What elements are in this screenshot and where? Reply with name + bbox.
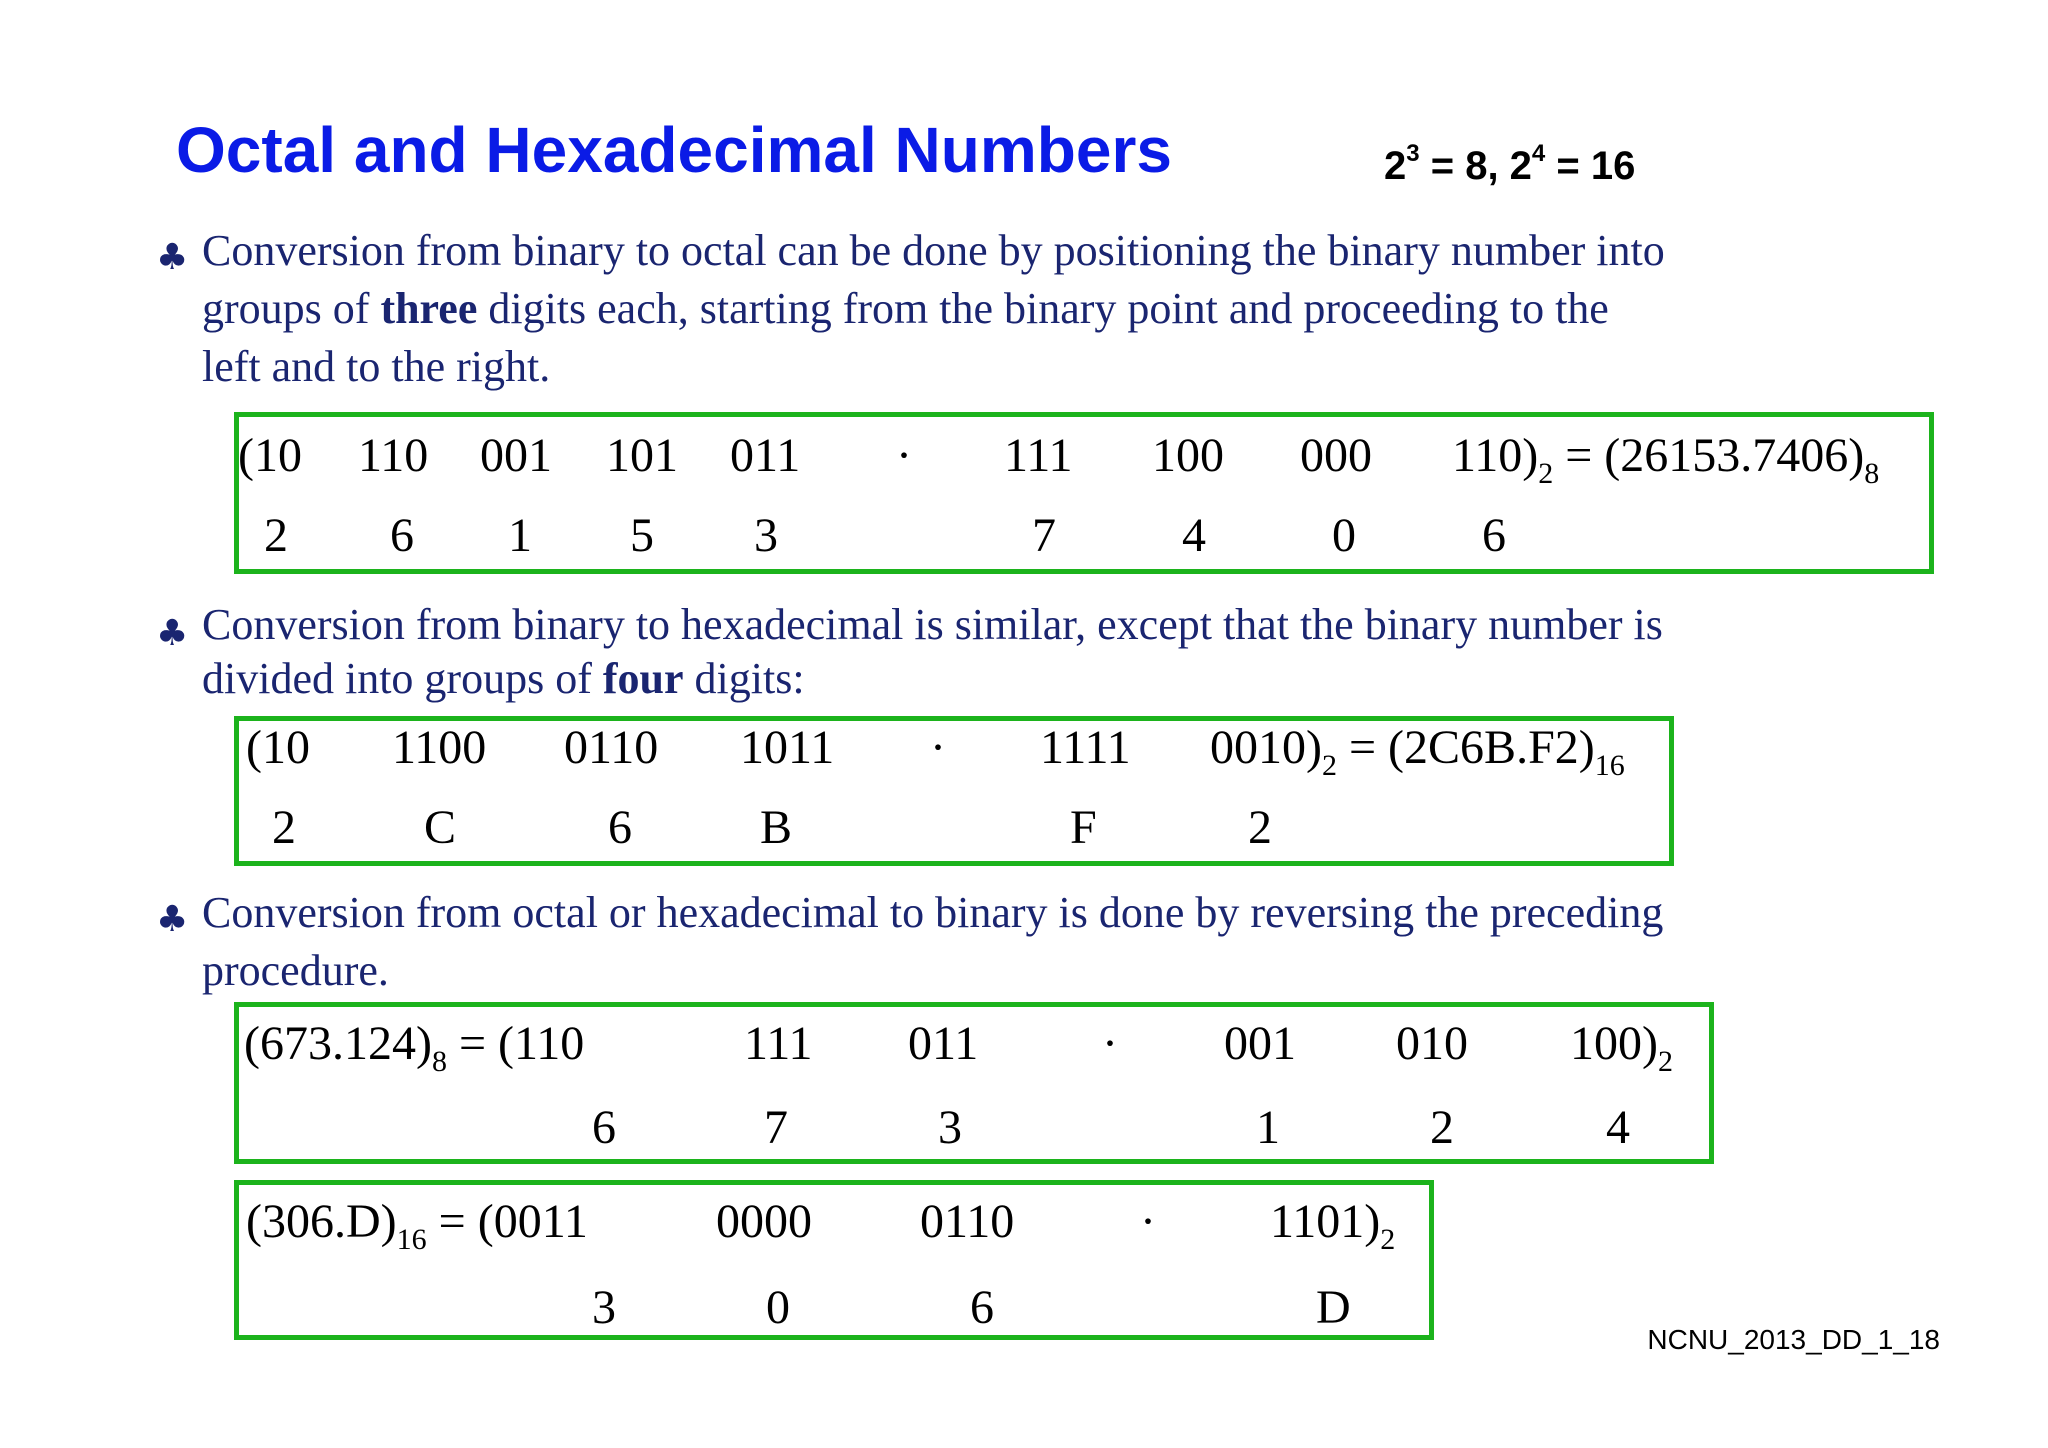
box1-result: $110)_2 = (26153.7406)_8$ — [1452, 429, 1880, 490]
bullet-2-text: Conversion from binary to hexadecimal is similar, except that the binary number is divided into groups of four digits: — [202, 600, 1663, 703]
box4-lead: $(306.D)_{16} = (0011$ — [246, 1195, 588, 1256]
box4-group: $1101)_2$ — [1270, 1195, 1396, 1256]
box2-group: 1011 — [740, 721, 835, 774]
box3-group: 010 — [1396, 1017, 1468, 1070]
box3-lead: $(673.124)_8 = (110$ — [244, 1017, 585, 1078]
box1-group: (10 — [238, 429, 302, 482]
box1-digit: 2 — [264, 509, 288, 562]
binary-point: · — [896, 429, 912, 482]
box1-group: 101 — [606, 429, 678, 482]
box4-digit: D — [1316, 1281, 1351, 1334]
box2-group: 1100 — [392, 721, 487, 774]
box4-group: 0000 — [716, 1195, 812, 1248]
box2-digit: C — [424, 801, 457, 854]
box2-digit: B — [760, 801, 793, 854]
box1-group: 110 — [358, 429, 429, 482]
box3-digit: 6 — [592, 1101, 616, 1154]
box1-digit: 5 — [630, 509, 654, 562]
club-icon: ♣ — [156, 237, 189, 278]
box2-result: $0010)_2 = (2C6B.F2)_{16}$ — [1210, 721, 1625, 782]
box1-group: 111 — [1004, 429, 1073, 482]
box2-digit: 2 — [272, 801, 296, 854]
box3-digit: 7 — [764, 1101, 788, 1154]
box1-group: 001 — [480, 429, 552, 482]
box1-group: 011 — [730, 429, 801, 482]
box2-group: (10 — [246, 721, 310, 774]
box3-group: 001 — [1224, 1017, 1296, 1070]
box1-digit: 3 — [754, 509, 778, 562]
box1-group: 100 — [1152, 429, 1224, 482]
box3-digit: 3 — [938, 1101, 962, 1154]
box2-digit: 6 — [608, 801, 632, 854]
club-icon: ♣ — [156, 899, 189, 940]
box3-digit: 1 — [1256, 1101, 1280, 1154]
binary-point: · — [1140, 1195, 1156, 1248]
box1-digit: 6 — [390, 509, 414, 562]
box1-group: 000 — [1300, 429, 1372, 482]
box3-group: 111 — [744, 1017, 813, 1070]
club-icon: ♣ — [156, 613, 189, 654]
slide-footer: NCNU_2013_DD_1_18 — [1647, 1324, 1940, 1355]
box2-digit: 2 — [1248, 801, 1272, 854]
box4-group: 0110 — [920, 1195, 1015, 1248]
box4-digit: 3 — [592, 1281, 616, 1334]
box4-digit: 6 — [970, 1281, 994, 1334]
binary-point: · — [1102, 1017, 1118, 1070]
slide-title: Octal and Hexadecimal Numbers — [176, 114, 1172, 186]
box1-digit: 1 — [508, 509, 532, 562]
box1-digit: 6 — [1482, 509, 1506, 562]
box3-digit: 2 — [1430, 1101, 1454, 1154]
box2-group: 0110 — [564, 721, 659, 774]
bullet-3-text: Conversion from octal or hexadecimal to binary is done by reversing the preceding procedure. — [202, 888, 1664, 995]
powers-note: $2^3 = 8$, $2^4 = 16$ — [1384, 140, 1636, 188]
box2-digit: F — [1070, 801, 1097, 854]
box3-group: $100)_2$ — [1570, 1017, 1673, 1078]
box3-group: 011 — [908, 1017, 979, 1070]
box2-group: 1111 — [1040, 721, 1131, 774]
box4-digit: 0 — [766, 1281, 790, 1334]
box3-digit: 4 — [1606, 1101, 1630, 1154]
box1-digit: 7 — [1032, 509, 1056, 562]
binary-point: · — [930, 721, 946, 774]
box1-digit: 4 — [1182, 509, 1206, 562]
bullet-1-text: Conversion from binary to octal can be done by positioning the binary number into groups of three digits each, starting from the binary point and proceeding to the left and to the right. — [202, 226, 1665, 391]
box1-digit: 0 — [1332, 509, 1356, 562]
